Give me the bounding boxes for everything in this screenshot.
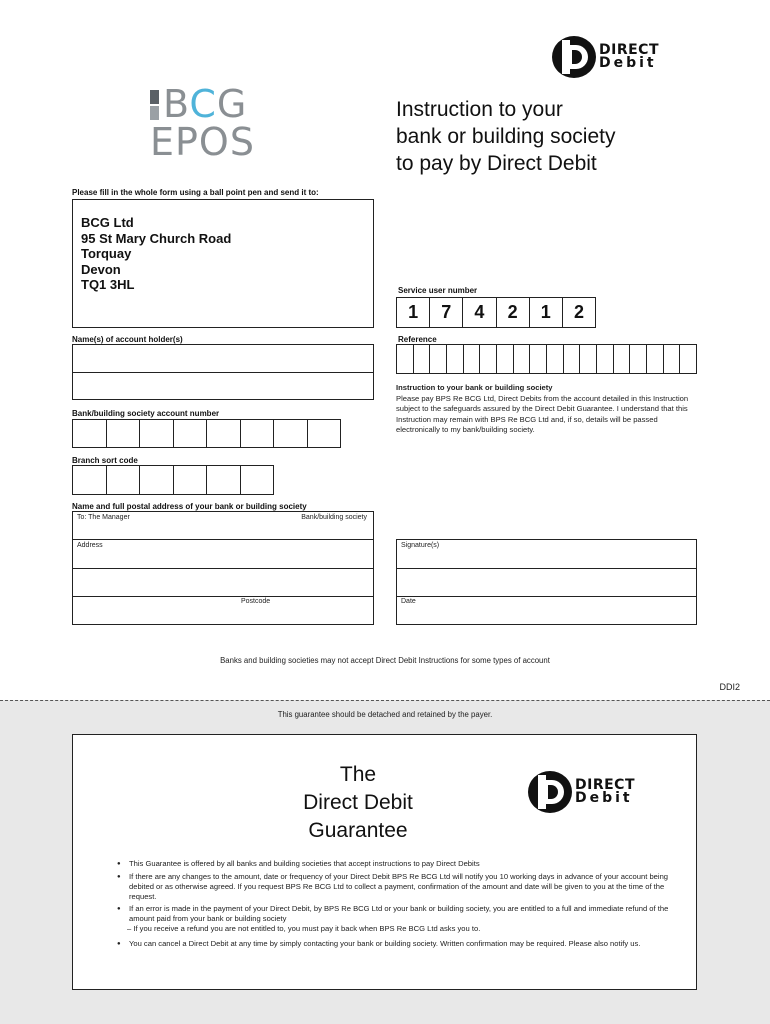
guarantee-title-1: The [339,763,377,786]
reference-field[interactable] [396,344,697,374]
service-digit: 1 [530,298,563,327]
guarantee-sub-item: – If you receive a refund you are not entitled to, you must pay it back when BPS Re BCG Ltd asks you to. [127,924,481,933]
bank-address-field[interactable] [72,511,374,625]
direct-debit-mark-icon [552,36,596,78]
service-user-label: Service user number [398,286,478,295]
address-line-5: TQ1 3HL [81,277,135,292]
direct-debit-mark-icon [528,771,572,813]
title-line-2: bank or building society [396,125,616,148]
dd-logo-line1: DIRECT [599,42,659,58]
service-digit: 2 [497,298,530,327]
service-digit: 1 [397,298,430,327]
fill-instruction: Please fill in the whole form using a ball point pen and send it to: [72,188,319,197]
logo-bottom-text: EPOS [150,120,255,164]
logo-square-icon [150,90,159,104]
footer-note: Banks and building societies may not accept Direct Debit Instructions for some types of account [220,656,550,665]
logo-top-text: BCG [163,82,248,126]
guarantee-list [117,859,677,954]
dd-logo-line2: Debit [575,790,633,806]
guarantee-dd-logo [528,771,635,813]
address-line-1: BCG Ltd [81,215,134,230]
dd-logo-line1: DIRECT [575,777,635,793]
signature-date-field[interactable] [396,539,697,625]
instruction-text [396,383,692,436]
signature-label: Signature(s) [401,542,440,549]
service-user-number [396,297,596,328]
dd-logo-line2: Debit [599,55,657,71]
detach-note: This guarantee should be detached and retained by the payer. [277,710,493,719]
guarantee-title-2: Direct Debit [303,791,413,814]
reference-label: Reference [398,335,437,344]
address-line-2: 95 St Mary Church Road [81,230,232,246]
account-holders-field[interactable] [72,344,374,400]
account-number-label: Bank/building society account number [72,409,220,418]
sort-code-label: Branch sort code [72,456,138,465]
guarantee-title-3: Guarantee [308,819,408,842]
account-holders-label: Name(s) of account holder(s) [72,335,183,344]
guarantee-item: ● If there are any changes to the amount, date or frequency of your Direct Debit BPS Re BCG Ltd will notify you 10 working days in advance of your account being debited or as otherwise agreed. If you request BPS Re BCG Ltd to collect a payment, confirmation of the amount and date will be given to you at the time of the request. [117,872,677,902]
service-digit: 2 [573,302,584,322]
address-label: Address [77,542,103,549]
page-title [396,96,615,177]
bcg-epos-logo [150,82,270,164]
sort-code-field[interactable] [72,465,274,495]
title-line-3: to pay by Direct Debit [396,152,597,175]
address-line-3: Torquay [81,246,132,261]
guarantee-box [72,734,697,990]
guarantee-item: ● This Guarantee is offered by all banks and building societies that accept instructions to pay Direct Debits [117,859,677,869]
address-line-4: Devon [81,261,121,277]
bank-society-label: Bank/building society [301,514,367,521]
service-digit: 4 [463,298,496,327]
direct-debit-logo [552,36,659,78]
instruction-body: Please pay BPS Re BCG Ltd, Direct Debits from the account detailed in this Instruction subject to the safeguards assured by the Direct Debit Guarantee. I understand that this Instruction may remain with BPS Re BCG Ltd and, if so, details will be passed electronically to my bank/building society. [396,393,689,434]
title-line-1: Instruction to your [396,98,563,121]
instruction-title: Instruction to your bank or building society [396,383,553,392]
postcode-label: Postcode [241,598,271,605]
guarantee-section [0,700,770,1024]
guarantee-item: ● You can cancel a Direct Debit at any time by simply contacting your bank or building society. Written confirmation may be required. Please also notify us. [117,939,677,949]
logo-square-icon-2 [150,106,159,120]
account-number-field[interactable] [72,419,341,448]
to-manager-label: To: The Manager [77,514,130,521]
recipient-address-box [72,199,374,328]
form-code: DDI2 [719,682,740,692]
service-digit: 7 [430,298,463,327]
date-label: Date [401,598,416,605]
guarantee-title [303,761,413,845]
bank-address-label: Name and full postal address of your bank or building society [72,502,307,511]
guarantee-item: ● If an error is made in the payment of your Direct Debit, by BPS Re BCG Ltd or your bank or building society, you are entitled to a full and immediate refund of the amount paid from your bank or building society [117,904,677,924]
